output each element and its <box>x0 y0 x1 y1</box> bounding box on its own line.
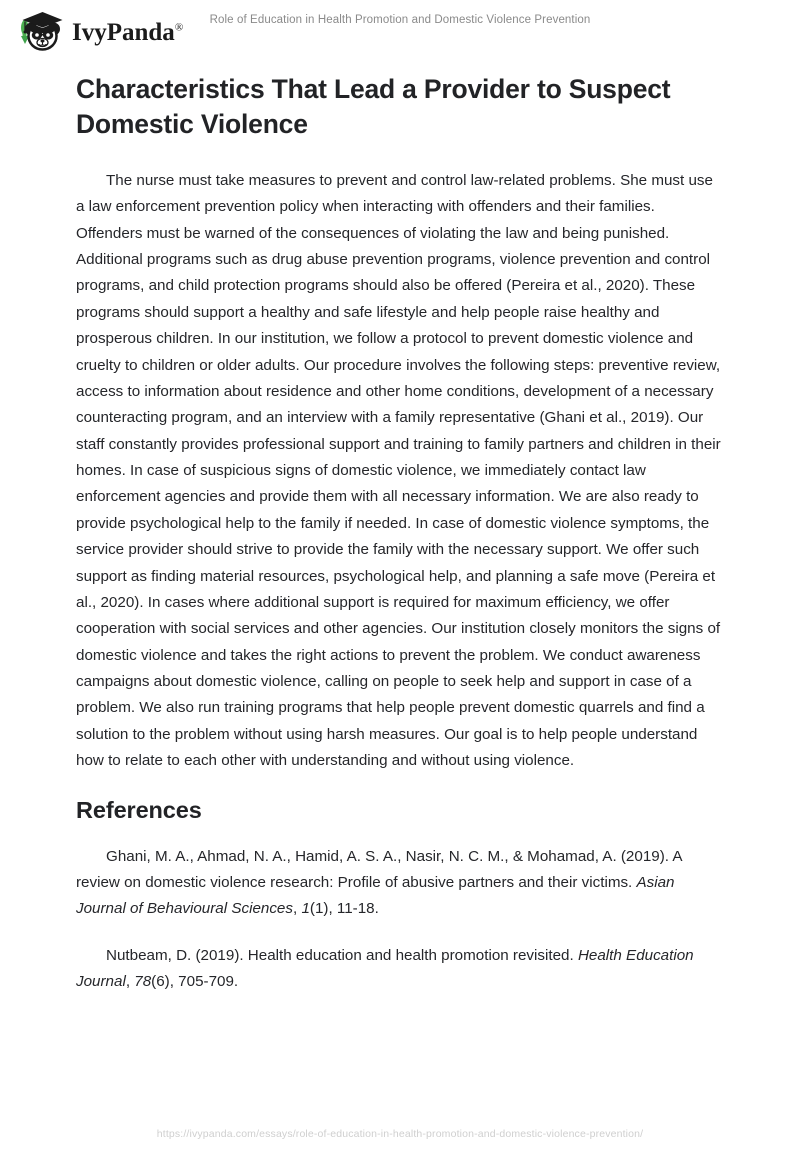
source-url-link[interactable]: https://ivypanda.com/essays/role-of-education-in-health-promotion-and-domestic-violence-prevention/ <box>156 1128 644 1140</box>
reference-volume: 1 <box>301 900 310 918</box>
brand-name-text: IvyPanda <box>72 18 175 46</box>
reference-separator: , <box>125 973 135 991</box>
reference-journal-name: Health Education Journal <box>76 946 694 991</box>
page-title: Characteristics That Lead a Provider to Suspect Domestic Violence <box>76 74 671 139</box>
reference-issue-pages: (6), 705-709. <box>151 973 239 991</box>
reference-issue-pages: (1), 11-18. <box>309 900 379 918</box>
reference-entry <box>76 844 724 923</box>
reference-entry <box>76 943 724 996</box>
reference-authors-title: Ghani, M. A., Ahmad, N. A., Hamid, A. S. A., Nasir, N. C. M., & Mohamad, A. (2019). A review on domestic violence research: Profile of abusive partners and their victims. <box>76 847 682 891</box>
reference-journal-name: Asian Journal of Behavioural Sciences <box>76 873 675 918</box>
page-header <box>0 0 800 62</box>
references-heading: References <box>76 796 202 823</box>
registered-mark: ® <box>174 21 184 34</box>
reference-volume: 78 <box>134 973 152 991</box>
body-paragraph: The nurse must take measures to prevent and control law-related problems. She must use a law enforcement prevention policy when interacting with offenders and their families. Offenders must be warned of the consequences of violating the law and being punished. Additional programs such as drug abuse prevention programs, violence prevention and control programs, and child protection programs should also be offered (Pereira et al., 2020). These programs should support a healthy and safe lifestyle and help people raise healthy and prosperous children. In our institution, we follow a protocol to prevent domestic violence and cruelty to children or older adults. Our procedure involves the following steps: preventive review, access to information about residence and other home conditions, development of a necessary counteracting program, and an interview with a family representative (Ghani et al., 2019). Our staff constantly provides professional support and training to family partners and children in their homes. In case of suspicious signs of domestic violence, we immediately contact law enforcement agencies and provide them with all necessary information. We are also ready to provide psychological help to the family if needed. In case of domestic violence symptoms, the service provider should strive to provide the family with the necessary support. We offer such support as finding material resources, psychological help, and planning a safe move (Pereira et al., 2020). In cases where additional support is required for maximum efficiency, we offer cooperation with social services and other agencies. Our institution closely monitors the signs of domestic violence and takes the right actions to prevent the problem. We conduct awareness campaigns about domestic violence, calling on people to seek help and support in case of a problem. We also run training programs that help people prevent domestic quarrels and find a solution to the problem without using harsh measures. Our goal is to help people understand how to relate to each other with understanding and without using violence. <box>76 171 721 770</box>
page-footer <box>0 1124 800 1142</box>
document-body <box>76 72 724 1015</box>
reference-separator: , <box>292 900 302 918</box>
running-title: Role of Education in Health Promotion and Domestic Violence Prevention <box>209 14 591 26</box>
reference-authors-title: Nutbeam, D. (2019). Health education and health promotion revisited. <box>106 946 578 964</box>
